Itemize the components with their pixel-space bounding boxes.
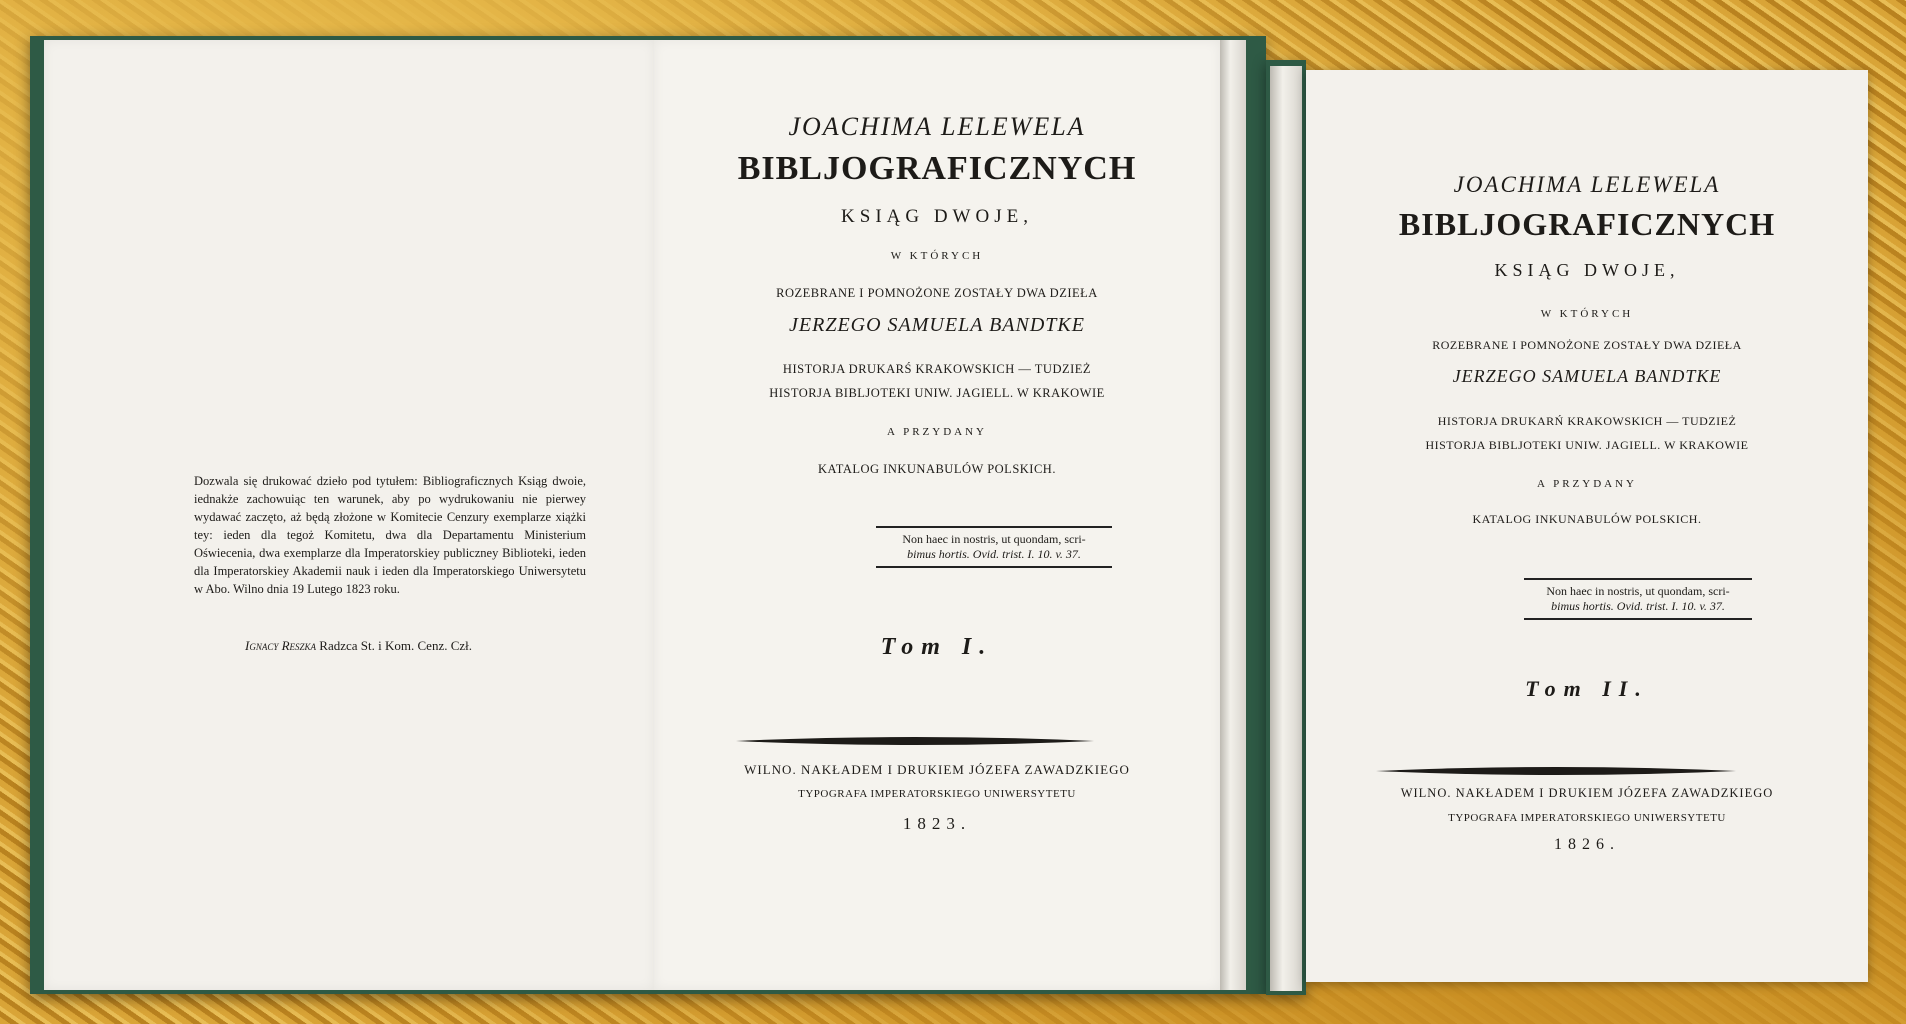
censorship-license-text: Dozwala się drukować dzieło pod tytułem: Bibliograficznych Ksiąg dwoie, iednakże zachowuiąc ten warunek, aby po wydrukowaniu nie pierwey wydawać zaczęto, aż będą złożone w Komitecie Cenzury exemplarze xiążki tey: ieden dla tegoż Komitetu, dwa dla Departamentu Ministerium Oświecenia, dwa exemplarze dla Imperatorskiey publiczney Biblioteki, ieden dla Imperatorskiey Akademii nauk i ieden dla Imperatorskiego Uniwersytetu w Abo. Wilno dnia 19 Lutego 1823 roku. [194, 474, 586, 596]
vol2-historja2: HISTORJA BIBLJOTEKI UNIW. JAGIELL. W KRAKOWIE [1425, 438, 1749, 452]
vol1-year: 1823. [902, 814, 972, 833]
book2-page-edges [1270, 66, 1302, 991]
vol2-subtitle: KSIĄG DWOJE, [1494, 260, 1680, 280]
vol2-tom: Tom II. [1525, 676, 1649, 701]
vol1-imprint2: TYPOGRAFA IMPERATORSKIEGO UNIWERSYTETU [798, 788, 1076, 800]
vol2-motto [1524, 578, 1752, 620]
vol1-ornament-rule [736, 734, 1094, 748]
censor-signature [245, 638, 472, 654]
vol1-przydany: A PRZYDANY [887, 426, 987, 438]
vol1-motto-line1: Non haec in nostris, ut quondam, scri- [902, 532, 1086, 546]
vol1-motto-line2: bimus hortis. Ovid. trist. I. 10. v. 37. [907, 547, 1081, 561]
vol1-subtitle: KSIĄG DWOJE, [841, 206, 1033, 227]
book1-title-page [654, 40, 1220, 990]
vol2-title: BIBLJOGRAFICZNYCH [1398, 206, 1776, 242]
vol2-ornament-rule [1376, 764, 1736, 778]
vol1-title: BIBLJOGRAFICZNYCH [737, 150, 1137, 187]
vol2-przydany: A PRZYDANY [1537, 478, 1637, 490]
vol1-w-ktorych: W KTÓRYCH [890, 250, 984, 262]
vol2-motto-line1: Non haec in nostris, ut quondam, scri- [1546, 584, 1730, 598]
vol2-w-ktorych: W KTÓRYCH [1540, 308, 1634, 320]
vol2-rozebrane: ROZEBRANE I POMNOŻONE ZOSTAŁY DWA DZIEŁA [1432, 338, 1742, 352]
censor-name: Ignacy Reszka [245, 638, 317, 653]
vol2-year: 1826. [1554, 836, 1620, 853]
vol2-imprint2: TYPOGRAFA IMPERATORSKIEGO UNIWERSYTETU [1448, 812, 1726, 824]
censor-title: Radzca St. i Kom. Cenz. Czł. [319, 638, 473, 653]
vol2-katalog: KATALOG INKUNABULÓW POLSKICH. [1472, 512, 1702, 526]
book1-page-edges [1220, 40, 1246, 990]
vol1-author: JOACHIMA LELEWELA [788, 112, 1086, 141]
book2-title-page [1306, 70, 1868, 982]
vol2-bandtke: JERZEGO SAMUELA BANDTKE [1452, 366, 1722, 386]
vol1-imprint1: WILNO. NAKŁADEM I DRUKIEM JÓZEFA ZAWADZKIEGO [744, 762, 1130, 777]
vol1-rozebrane: ROZEBRANE I POMNOŻONE ZOSTAŁY DWA DZIEŁA [776, 286, 1098, 300]
vol1-bandtke: JERZEGO SAMUELA BANDTKE [789, 314, 1085, 336]
vol1-motto [876, 526, 1112, 568]
vol1-tom: Tom I. [880, 634, 994, 660]
vol2-motto-line2: bimus hortis. Ovid. trist. I. 10. v. 37. [1551, 599, 1725, 613]
vol2-author: JOACHIMA LELEWELA [1453, 172, 1721, 197]
vol2-imprint1: WILNO. NAKŁADEM I DRUKIEM JÓZEFA ZAWADZKIEGO [1400, 786, 1774, 800]
book1-left-page [44, 40, 654, 990]
vol2-historja1: HISTORJA DRUKARŃ KRAKOWSKICH — TUDZIEŻ [1437, 414, 1737, 428]
vol1-historja2: HISTORJA BIBLJOTEKI UNIW. JAGIELL. W KRAKOWIE [769, 386, 1105, 400]
vol1-katalog: KATALOG INKUNABULÓW POLSKICH. [818, 462, 1056, 476]
vol1-historja1: HISTORJA DRUKARŚ KRAKOWSKICH — TUDZIEŻ [782, 362, 1092, 376]
